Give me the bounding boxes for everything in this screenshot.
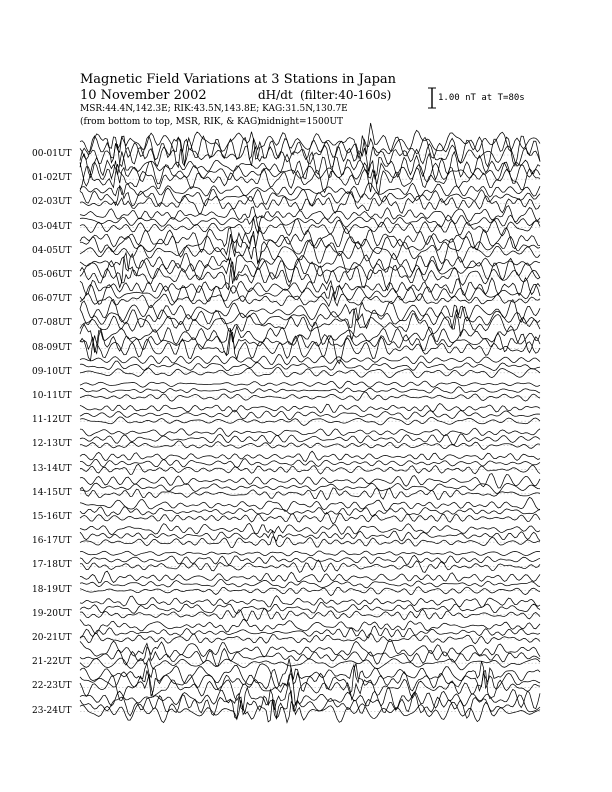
- hour-label: 02-03UT: [32, 197, 72, 208]
- hour-label: 01-02UT: [32, 173, 72, 184]
- trace-msr: [80, 262, 540, 291]
- hour-label: 20-21UT: [32, 633, 72, 643]
- trace-msr: [80, 537, 540, 548]
- trace-kag: [80, 404, 540, 413]
- trace-kag: [80, 571, 540, 583]
- hour-label: 21-22UT: [32, 657, 72, 668]
- trace-msr: [80, 293, 540, 307]
- hour-label: 22-23UT: [32, 681, 72, 692]
- trace-rik: [80, 387, 540, 393]
- trace-kag: [80, 152, 540, 180]
- trace-kag: [80, 474, 540, 488]
- trace-kag: [80, 183, 540, 197]
- trace-kag: [80, 551, 540, 556]
- trace-rik: [80, 434, 540, 445]
- hour-label: 23-24UT: [32, 705, 72, 716]
- trace-msr: [80, 700, 540, 723]
- hour-label: 03-04UT: [32, 221, 72, 232]
- hour-label: 04-05UT: [32, 245, 72, 256]
- hour-label: 16-17UT: [32, 536, 72, 547]
- hour-label: 18-19UT: [32, 584, 72, 595]
- hour-label: 19-20UT: [32, 608, 72, 619]
- hour-label: 00-01UT: [32, 149, 72, 159]
- trace-rik: [80, 531, 540, 541]
- midnight-label: midnight=1500UT: [258, 117, 344, 127]
- trace-kag: [80, 523, 540, 534]
- trace-kag: [80, 451, 540, 461]
- trace-msr: [80, 441, 540, 450]
- trace-kag: [80, 596, 540, 608]
- hour-label: 05-06UT: [32, 270, 72, 280]
- trace-msr: [80, 658, 540, 670]
- trace-msr: [80, 192, 540, 214]
- hour-label: 12-13UT: [32, 439, 72, 450]
- hour-label: 17-18UT: [32, 560, 72, 571]
- trace-rik: [80, 360, 540, 371]
- trace-rik: [80, 579, 540, 588]
- chart-title: Magnetic Field Variations at 3 Stations in Japan: [80, 72, 397, 87]
- station-order-label: (from bottom to top, MSR, RIK, & KAG): [80, 117, 261, 127]
- trace-msr: [80, 633, 540, 644]
- hour-label: 11-12UT: [32, 415, 72, 426]
- trace-msr: [80, 417, 540, 426]
- hour-label: 13-14UT: [32, 463, 72, 474]
- trace-kag: [80, 619, 540, 633]
- trace-msr: [80, 464, 540, 474]
- trace-kag: [80, 428, 540, 437]
- hour-label: 08-09UT: [32, 342, 72, 353]
- trace-kag: [80, 659, 540, 689]
- hour-label: 07-08UT: [32, 318, 72, 329]
- trace-msr: [80, 367, 540, 377]
- trace-rik: [80, 603, 540, 614]
- trace-rik: [80, 663, 540, 696]
- trace-rik: [80, 555, 540, 564]
- hour-label: 10-11UT: [32, 391, 72, 401]
- trace-msr: [80, 513, 540, 524]
- filter-label: (filter:40-160s): [300, 88, 392, 102]
- trace-msr: [80, 392, 540, 401]
- date-label: 10 November 2002: [80, 88, 207, 103]
- trace-kag: [80, 355, 540, 365]
- hour-label: 14-15UT: [32, 487, 72, 498]
- stations-label: MSR:44.4N,142.3E; RIK:43.5N,143.8E; KAG:31.5N,130.7E: [80, 104, 348, 114]
- hour-label: 09-10UT: [32, 366, 72, 377]
- trace-rik: [80, 459, 540, 468]
- trace-kag: [80, 381, 540, 388]
- hour-label: 15-16UT: [32, 512, 72, 522]
- quantity-label: dH/dt: [258, 88, 293, 102]
- trace-msr: [80, 560, 540, 572]
- hour-label: 06-07UT: [32, 294, 72, 305]
- trace-msr: [80, 587, 540, 596]
- trace-kag: [80, 123, 540, 159]
- scale-bar-label: 1.00 nT at T=80s: [438, 93, 525, 103]
